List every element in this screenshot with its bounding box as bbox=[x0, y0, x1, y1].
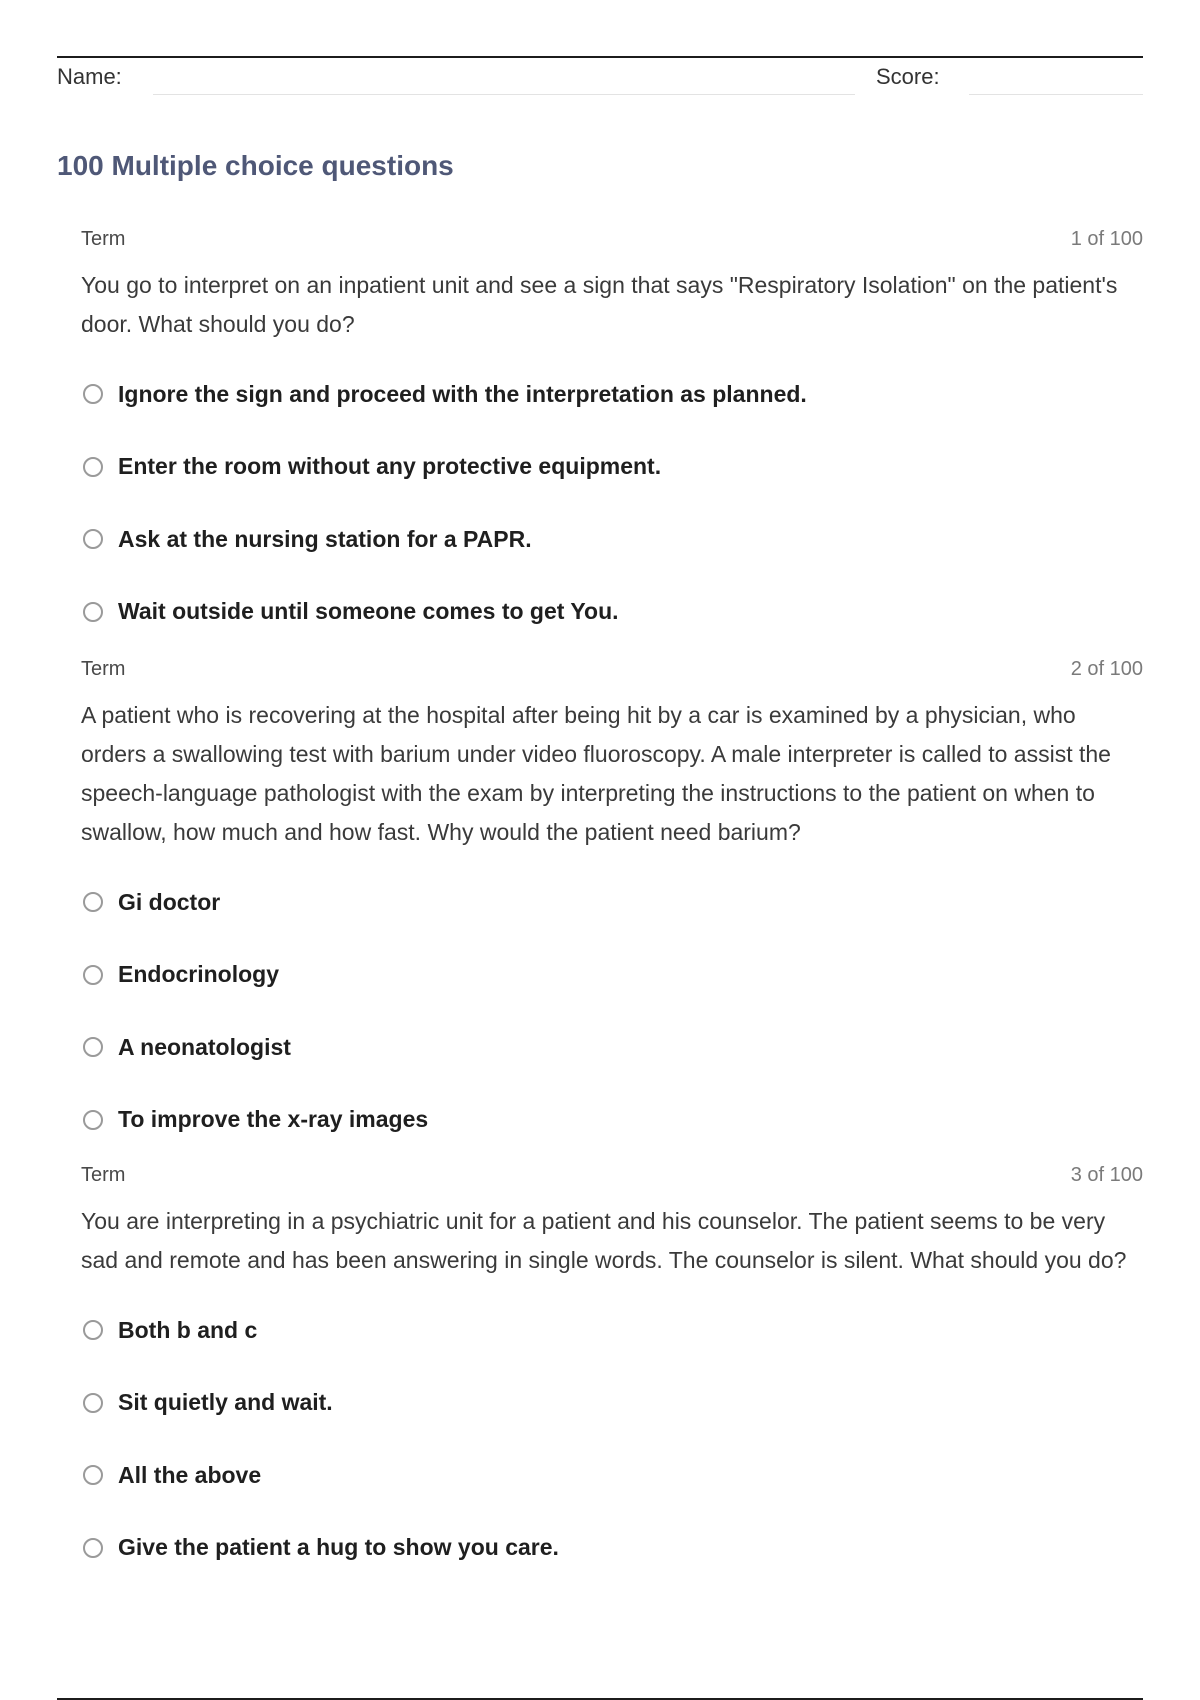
answer-option-b[interactable] bbox=[81, 939, 1143, 1012]
answer-option-label: Give the patient a hug to show you care. bbox=[118, 1534, 559, 1561]
section-title: 100 Multiple choice questions bbox=[57, 150, 454, 181]
term-label: Term bbox=[81, 658, 126, 680]
radio-button[interactable] bbox=[83, 602, 103, 622]
question-2 bbox=[81, 658, 1143, 1156]
answer-option-label: Enter the room without any protective equipment. bbox=[118, 453, 662, 480]
radio-button[interactable] bbox=[83, 529, 103, 549]
answer-option-label: Ask at the nursing station for a PAPR. bbox=[118, 525, 532, 552]
top-divider bbox=[57, 56, 1143, 58]
answer-option-c[interactable] bbox=[81, 1439, 1143, 1512]
term-row bbox=[81, 1164, 1143, 1192]
term-label: Term bbox=[81, 1164, 126, 1186]
answer-options bbox=[81, 358, 1143, 648]
term-label: Term bbox=[81, 228, 126, 250]
score-label: Score: bbox=[876, 64, 940, 89]
radio-button[interactable] bbox=[83, 892, 103, 912]
answer-option-a[interactable] bbox=[81, 866, 1143, 939]
radio-button[interactable] bbox=[83, 1393, 103, 1413]
answer-option-label: Sit quietly and wait. bbox=[118, 1389, 333, 1416]
name-label: Name: bbox=[57, 64, 122, 89]
answer-option-label: Endocrinology bbox=[118, 961, 279, 988]
radio-button[interactable] bbox=[83, 384, 103, 404]
score-field[interactable] bbox=[969, 94, 1143, 95]
answer-option-label: Gi doctor bbox=[118, 888, 221, 915]
answer-options bbox=[81, 866, 1143, 1156]
answer-option-c[interactable] bbox=[81, 503, 1143, 576]
answer-option-d[interactable] bbox=[81, 1084, 1143, 1157]
question-prompt: You are interpreting in a psychiatric unit for a patient and his counselor. The patient seems to be very sad and remote and has been answering in single words. The counselor is silent. What should you do? bbox=[81, 1208, 1127, 1273]
question-prompt: You go to interpret on an inpatient unit and see a sign that says "Respiratory Isolation" on the patient's door. What should you do? bbox=[81, 272, 1118, 337]
name-field[interactable] bbox=[153, 94, 855, 95]
question-3 bbox=[81, 1164, 1143, 1584]
radio-button[interactable] bbox=[83, 965, 103, 985]
answer-option-label: All the above bbox=[118, 1461, 262, 1488]
answer-option-c[interactable] bbox=[81, 1011, 1143, 1084]
answer-option-d[interactable] bbox=[81, 576, 1143, 649]
answer-option-label: Both b and c bbox=[118, 1316, 258, 1343]
question-counter: 3 of 100 bbox=[1070, 1164, 1143, 1186]
radio-button[interactable] bbox=[83, 1320, 103, 1340]
question-1 bbox=[81, 228, 1143, 648]
answer-option-label: A neonatologist bbox=[118, 1033, 291, 1060]
answer-option-a[interactable] bbox=[81, 358, 1143, 431]
term-row bbox=[81, 228, 1143, 256]
answer-option-b[interactable] bbox=[81, 431, 1143, 504]
radio-button[interactable] bbox=[83, 457, 103, 477]
answer-option-d[interactable] bbox=[81, 1512, 1143, 1585]
radio-button[interactable] bbox=[83, 1465, 103, 1485]
radio-button[interactable] bbox=[83, 1538, 103, 1558]
radio-button[interactable] bbox=[83, 1110, 103, 1130]
answer-option-label: Wait outside until someone comes to get You. bbox=[118, 598, 619, 625]
worksheet-header bbox=[57, 62, 1143, 98]
question-counter: 1 of 100 bbox=[1070, 228, 1143, 250]
answer-options bbox=[81, 1294, 1143, 1584]
answer-option-label: To improve the x-ray images bbox=[118, 1106, 429, 1133]
answer-option-label: Ignore the sign and proceed with the interpretation as planned. bbox=[118, 380, 807, 407]
answer-option-a[interactable] bbox=[81, 1294, 1143, 1367]
answer-option-b[interactable] bbox=[81, 1367, 1143, 1440]
question-counter: 2 of 100 bbox=[1070, 658, 1143, 680]
question-prompt: A patient who is recovering at the hospital after being hit by a car is examined by a physician, who orders a swallowing test with barium under video fluoroscopy. A male interpreter is called to assist the speech-language pathologist with the exam by interpreting the instructions to the patient on when to swallow, how much and how fast. Why would the patient need barium? bbox=[81, 702, 1111, 845]
radio-button[interactable] bbox=[83, 1037, 103, 1057]
term-row bbox=[81, 658, 1143, 686]
